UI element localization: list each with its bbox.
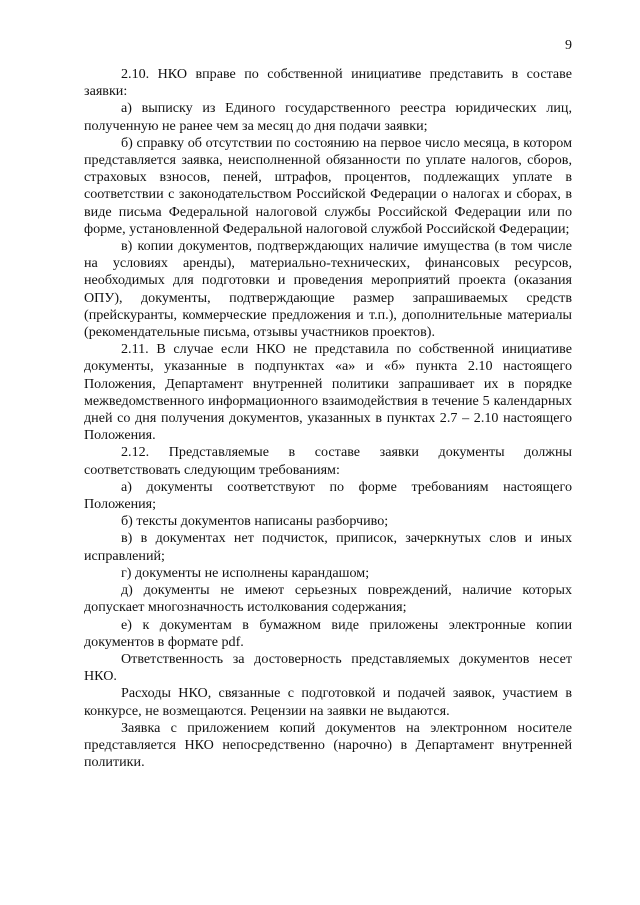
paragraph-2-10-v: в) копии документов, подтверждающих наличие имущества (в том числе на условиях аренды), материально-технических, финансовых ресурсов, необходимых для подготовки и проведения мероприятий проекта (оказания ОПУ), документы, подтверждающие размер запрашиваемых средств (прейскуранты, коммерческие предложения и т.п.), дополнительные материалы (рекомендательные письма, отзывы участников проектов). (84, 238, 572, 341)
expenses-paragraph: Расходы НКО, связанные с подготовкой и подачей заявок, участием в конкурсе, не возмещаются. Рецензии на заявки не выдаются. (84, 685, 572, 719)
page-number: 9 (565, 38, 572, 53)
requirement-g: г) документы не исполнены карандашом; (121, 564, 370, 581)
paragraph-2-12: 2.12. Представляемые в составе заявки документы должны соответствовать следующим требованиям: (84, 444, 572, 478)
requirement-v: в) в документах нет подчисток, приписок, зачеркнутых слов и иных исправлений; (84, 530, 572, 564)
paragraph-2-10: 2.10. НКО вправе по собственной инициативе представить в составе заявки: (84, 66, 572, 100)
responsibility-paragraph: Ответственность за достоверность представляемых документов несет НКО. (84, 650, 572, 685)
requirement-a: а) документы соответствуют по форме требованиям настоящего Положения; (84, 478, 572, 513)
paragraph-2-10-a: а) выписку из Единого государственного реестра юридических лиц, полученную не ранее чем за месяц до дня подачи заявки; (84, 100, 572, 134)
paragraph-2-11: 2.11. В случае если НКО не представила по собственной инициативе документы, указанные в подпунктах «а» и «б» пункта 2.10 настоящего Положения, Департамент внутренней политики запрашивает их в порядке межведомственного информационного взаимодействия в течение 5 календарных дней со дня получения документов, указанных в пунктах 2.7 – 2.10 настоящего Положения. (84, 341, 572, 444)
requirement-e: е) к документам в бумажном виде приложены электронные копии документов в формате pdf. (84, 616, 572, 650)
requirement-d: д) документы не имеют серьезных повреждений, наличие которых допускает многозначность истолкования содержания; (84, 582, 572, 616)
document-body (84, 66, 572, 771)
paragraph-2-10-b: б) справку об отсутствии по состоянию на первое число месяца, в котором представляется заявка, неисполненной обязанности по уплате налогов, сборов, страховых взносов, пеней, штрафов, процентов, подлежащих уплате в соответствии с законодательством Российской Федерации о налогах и сборах, в виде письма Федеральной налоговой службы Российской Федерации или по форме, установленной Федеральной налоговой службой Российской Федерации; (84, 134, 572, 237)
submission-paragraph: Заявка с приложением копий документов на электронном носителе представляется НКО непосредственно (нарочно) в Департамент внутренней политики. (84, 719, 572, 771)
requirement-b: б) тексты документов написаны разборчиво; (121, 513, 389, 530)
